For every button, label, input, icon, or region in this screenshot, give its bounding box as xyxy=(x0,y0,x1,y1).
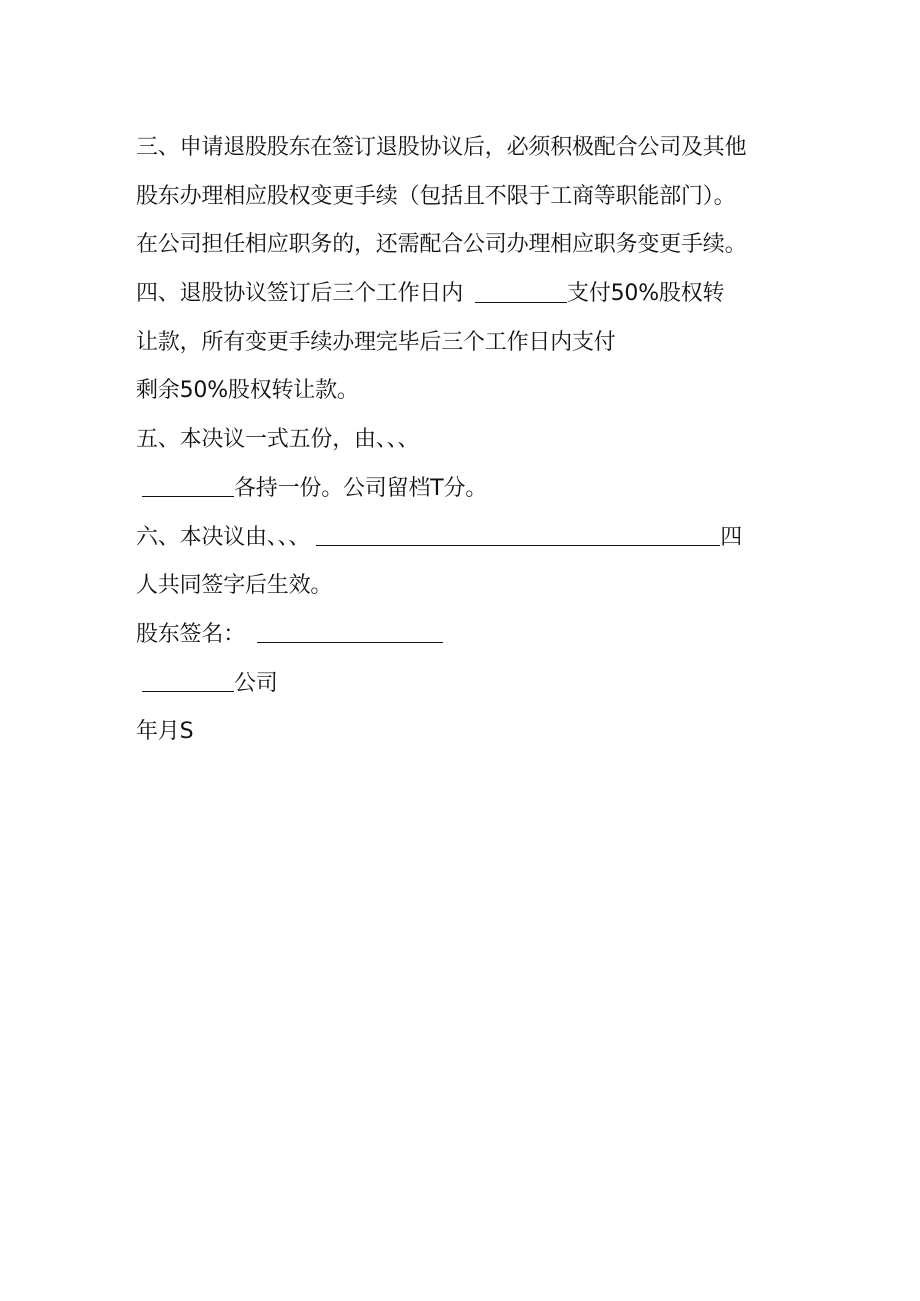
company-suffix: 公司 xyxy=(234,670,278,696)
clause-4-line-2: 让款，所有变更手续办理完毕后三个工作日内支付 xyxy=(136,329,616,355)
clause-4-line-3: 剩余50%股权转让款。 xyxy=(136,378,359,404)
clause-4-prefix: 四、退股协议签订后三个工作日内 xyxy=(136,281,464,307)
clause-6-prefix: 六、本决议由、、、 xyxy=(136,524,311,550)
payer-blank xyxy=(475,282,567,303)
parties-blank xyxy=(142,476,234,497)
clause-5-line-2 xyxy=(136,465,796,514)
clause-4-suffix: 支付50%股权转 xyxy=(567,281,725,307)
clause-4-line-1 xyxy=(136,270,796,319)
shareholder-signature-line xyxy=(136,611,796,660)
clause-3-line-1: 三、申请退股股东在签订退股协议后，必须积极配合公司及其他 xyxy=(136,135,747,160)
shareholder-signature-blank xyxy=(257,622,443,643)
clause-6-line-2: 人共同签字后生效。 xyxy=(136,573,333,599)
shareholder-signature-label: 股东签名： xyxy=(136,621,246,647)
clause-6-line-1 xyxy=(136,514,796,563)
company-name-blank xyxy=(142,671,234,692)
document-body xyxy=(136,124,796,757)
clause-3-line-2: 股东办理相应股权变更手续（包括且不限于工商等职能部门）。 xyxy=(136,183,736,209)
signatories-blank xyxy=(316,525,720,546)
date-line: 年月S xyxy=(136,719,194,745)
company-line xyxy=(136,660,796,709)
clause-6-suffix: 四 xyxy=(720,524,743,550)
clause-5-line-1: 五、本决议一式五份，由、、、 xyxy=(136,427,420,453)
clause-5-suffix: 各持一份。公司留档T分。 xyxy=(234,475,488,501)
clause-3-line-3: 在公司担任相应职务的，还需配合公司办理相应职务变更手续。 xyxy=(136,232,747,258)
